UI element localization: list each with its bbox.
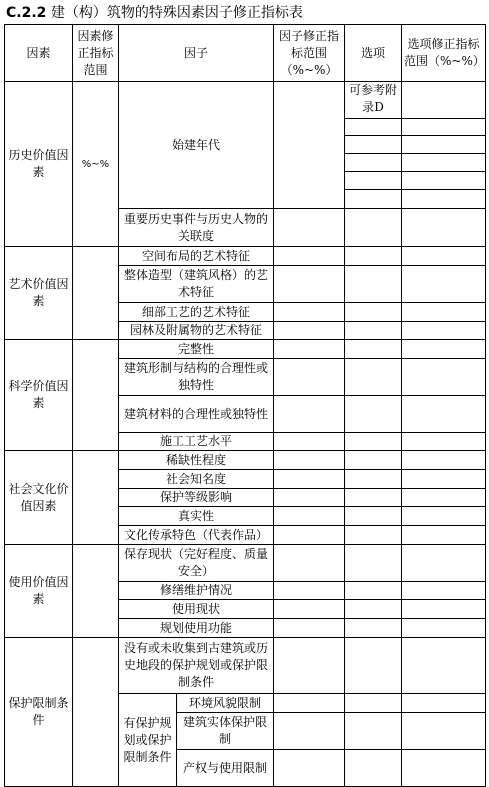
item-range-cell (274, 470, 345, 489)
item-art-2: 整体造型（建筑风格）的艺术特征 (119, 266, 274, 303)
option-range-cell (402, 470, 486, 489)
item-range-cell (274, 433, 345, 451)
factor-range-use (73, 545, 119, 638)
option-range-cell (402, 507, 486, 526)
option-range-cell (402, 154, 486, 172)
protect-sub-label: 有保护规划或保护限制条件 (119, 694, 177, 787)
option-cell (345, 526, 402, 545)
item-range-cell (274, 507, 345, 526)
option-range-cell (402, 322, 486, 340)
option-cell (345, 638, 402, 694)
factor-range-art (73, 247, 119, 340)
option-range-cell (402, 190, 486, 209)
option-cell (345, 489, 402, 507)
header-option: 选项 (345, 25, 402, 82)
option-range-cell (402, 82, 486, 119)
item-use-4: 规划使用功能 (119, 619, 274, 638)
option-cell (345, 396, 402, 433)
option-cell (345, 119, 402, 136)
item-social-2: 社会知名度 (119, 470, 274, 489)
item-range-cell (274, 396, 345, 433)
item-range-cell (274, 713, 345, 750)
item-art-4: 园林及附属物的艺术特征 (119, 322, 274, 340)
item-social-4: 真实性 (119, 507, 274, 526)
header-row (5, 25, 486, 82)
option-range-cell (402, 119, 486, 136)
factor-range-history: %~% (73, 82, 119, 247)
option-cell (345, 507, 402, 526)
item-use-3: 使用现状 (119, 600, 274, 619)
item-social-1: 稀缺性程度 (119, 451, 274, 470)
item-science-4: 施工工艺水平 (119, 433, 274, 451)
item-art-3: 细部工艺的艺术特征 (119, 303, 274, 322)
item-protect-sub-3: 产权与使用限制 (177, 750, 274, 787)
table-number: C.2.2 (6, 5, 47, 21)
factor-range-science (73, 340, 119, 451)
option-cell (345, 136, 402, 154)
table-row (5, 82, 486, 119)
option-range-cell (402, 266, 486, 303)
item-social-5: 文化传承特色（代表作品） (119, 526, 274, 545)
option-cell (345, 266, 402, 303)
option-range-cell (402, 359, 486, 396)
item-protect-sub-2: 建筑实体保护限制 (177, 713, 274, 750)
item-range-cell (274, 359, 345, 396)
option-cell (345, 209, 402, 247)
option-cell (345, 190, 402, 209)
factor-social: 社会文化价值因素 (5, 451, 73, 545)
item-range-cell (274, 526, 345, 545)
item-range-cell (274, 209, 345, 247)
factor-correction-table (4, 24, 486, 787)
item-protect-sub-1: 环境风貌限制 (177, 694, 274, 713)
factor-protect: 保护限制条件 (5, 638, 73, 787)
item-range-cell (274, 340, 345, 359)
option-range-cell (402, 433, 486, 451)
option-range-cell (402, 451, 486, 470)
table-row (5, 638, 486, 694)
factor-science: 科学价值因素 (5, 340, 73, 451)
factor-history: 历史价值因素 (5, 82, 73, 247)
item-art-1: 空间布局的艺术特征 (119, 247, 274, 266)
factor-range-protect (73, 638, 119, 787)
option-cell (345, 433, 402, 451)
option-range-cell (402, 209, 486, 247)
option-cell (345, 750, 402, 787)
header-item-range: 因子修正指标范围（%~%） (274, 25, 345, 82)
option-cell (345, 582, 402, 600)
item-range-cell (274, 451, 345, 470)
option-range-cell (402, 638, 486, 694)
item-range-cell (274, 266, 345, 303)
option-range-cell (402, 340, 486, 359)
option-range-cell (402, 545, 486, 582)
option-cell (345, 451, 402, 470)
option-cell (345, 322, 402, 340)
item-range-cell (274, 82, 345, 209)
item-use-2: 修缮维护情况 (119, 582, 274, 600)
item-range-cell (274, 247, 345, 266)
option-range-cell (402, 582, 486, 600)
item-range-cell (274, 600, 345, 619)
item-history-1: 始建年代 (119, 82, 274, 209)
item-range-cell (274, 750, 345, 787)
item-science-3: 建筑材料的合理性或独特性 (119, 396, 274, 433)
table-row (5, 451, 486, 470)
factor-art: 艺术价值因素 (5, 247, 73, 340)
item-range-cell (274, 303, 345, 322)
option-range-cell (402, 136, 486, 154)
item-range-cell (274, 545, 345, 582)
item-range-cell (274, 322, 345, 340)
option-range-cell (402, 172, 486, 190)
item-range-cell (274, 489, 345, 507)
table-row (5, 545, 486, 582)
option-cell (345, 359, 402, 396)
option-cell (345, 247, 402, 266)
option-cell (345, 154, 402, 172)
item-use-1: 保存现状（完好程度、质量安全） (119, 545, 274, 582)
option-cell (345, 545, 402, 582)
factor-use: 使用价值因素 (5, 545, 73, 638)
option-cell (345, 694, 402, 713)
table-row (5, 247, 486, 266)
option-cell (345, 303, 402, 322)
item-social-3: 保护等级影响 (119, 489, 274, 507)
option-cell (345, 172, 402, 190)
option-cell (345, 340, 402, 359)
option-range-cell (402, 526, 486, 545)
item-range-cell (274, 694, 345, 713)
item-protect-1: 没有或未收集到古建筑或历史地段的保护规划或保护限制条件 (119, 638, 274, 694)
option-range-cell (402, 713, 486, 750)
table-title (6, 3, 486, 23)
factor-range-social (73, 451, 119, 545)
item-range-cell (274, 638, 345, 694)
item-history-2: 重要历史事件与历史人物的关联度 (119, 209, 274, 247)
option-range-cell (402, 750, 486, 787)
option-note: 可参考附录D (345, 82, 402, 119)
option-range-cell (402, 619, 486, 638)
option-range-cell (402, 600, 486, 619)
header-factor: 因素 (5, 25, 73, 82)
option-cell (345, 713, 402, 750)
item-science-1: 完整性 (119, 340, 274, 359)
item-science-2: 建筑形制与结构的合理性或独特性 (119, 359, 274, 396)
header-option-range: 选项修正指标范围（%~%） (402, 25, 486, 82)
item-range-cell (274, 619, 345, 638)
option-cell (345, 600, 402, 619)
header-item: 因子 (119, 25, 274, 82)
option-range-cell (402, 303, 486, 322)
option-cell (345, 470, 402, 489)
table-title-text: 建（构）筑物的特殊因素因子修正指标表 (50, 5, 303, 21)
header-factor-range: 因素修正指标范围 (73, 25, 119, 82)
item-range-cell (274, 582, 345, 600)
option-cell (345, 619, 402, 638)
table-row (5, 340, 486, 359)
option-range-cell (402, 396, 486, 433)
option-range-cell (402, 489, 486, 507)
option-range-cell (402, 694, 486, 713)
option-range-cell (402, 247, 486, 266)
